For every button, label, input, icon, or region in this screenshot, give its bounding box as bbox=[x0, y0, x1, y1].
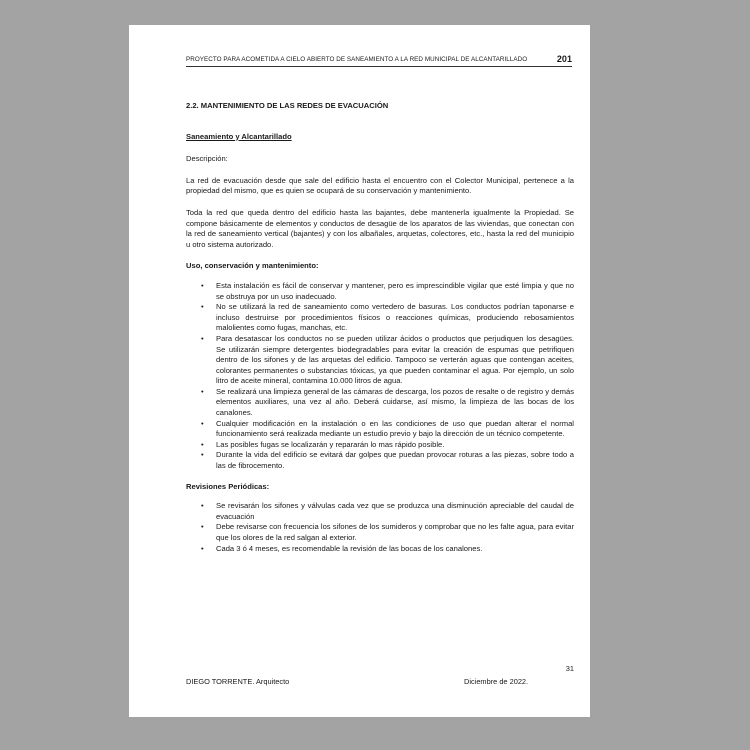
list-item-text: Se revisarán los sifones y válvulas cada vez que se produzca una disminución apreciable del caudal de evacuación bbox=[216, 501, 574, 521]
uso-title: Uso, conservación y mantenimiento: bbox=[186, 261, 319, 271]
footer-author: DIEGO TORRENTE. Arquitecto bbox=[186, 677, 290, 686]
list-item-text: Cualquier modificación en la instalación o en las condiciones de uso que puedan alterar el normal funcionamiento será realizada mediante un estudio previo y bajo la dirección de un técnico competente. bbox=[216, 418, 574, 439]
list-item-text: No se utilizará la red de saneamiento como vertedero de basuras. Los conductos podrían taponarse e incluso destruirse por procedimientos físicos o reacciones químicas, produciendo rebosamientos malolientes como fugas, manchas, etc. bbox=[216, 302, 574, 333]
bullet-icon: • bbox=[201, 418, 204, 428]
section-title: 2.2. MANTENIMIENTO DE LAS REDES DE EVACUACIÓN bbox=[186, 101, 389, 110]
bullet-icon: • bbox=[201, 522, 204, 532]
bullet-icon: • bbox=[201, 450, 204, 460]
list-item-text: Debe revisarse con frecuencia los sifones de los sumideros y comprobar que no les falte agua, para evitar que los olores de la red salgan al exterior. bbox=[216, 522, 574, 542]
bullet-icon: • bbox=[201, 543, 204, 553]
revisiones-list bbox=[186, 501, 574, 554]
list-item-text: Las posibles fugas se localizarán y repararán lo mas rápido posible. bbox=[216, 439, 445, 449]
page-number: 31 bbox=[565, 664, 574, 673]
document-page bbox=[129, 25, 590, 717]
list-item-text: Cada 3 ó 4 meses, es recomendable la revisión de las bocas de los canalones. bbox=[216, 543, 483, 553]
footer-date: Diciembre de 2022. bbox=[464, 677, 529, 686]
list-item-text: Esta instalación es fácil de conservar y mantener, pero es imprescindible vigilar que esté limpia y que no se obstruya por un uso inadecuado. bbox=[216, 280, 574, 301]
list-item bbox=[186, 302, 574, 334]
list-item bbox=[186, 440, 574, 451]
revisiones-title: Revisiones Periódicas: bbox=[186, 481, 270, 491]
paragraph: Toda la red que queda dentro del edificio hasta las bajantes, debe mantenerla igualmente la Propiedad. Se compone básicamente de elementos y conductos de desagüe de los aparatos de las viviendas, que conectan con la red de saneamiento vertical (bajantes) y con los albañales, arquetas, colectores, etc., hasta la red del municipio u otro sistema autorizado. bbox=[186, 207, 574, 249]
list-item-text: Para desatascar los conductos no se pueden utilizar ácidos o productos que perjudiquen los desagües. Se utilizarán siempre detergentes biodegradables para evitar la creación de espumas que petrifiquen dentro de los sifones y de las arquetas del edificio. Tampoco se verterán aguas que contengan aceites, colorantes permanentes o substancias tóxicas, ya que pueden contaminar el agua. Por ejemplo, un solo litro de aceite mineral, contamina 10.000 litros de agua. bbox=[216, 333, 574, 386]
bullet-icon: • bbox=[201, 501, 204, 511]
uso-list bbox=[186, 281, 574, 472]
page-content bbox=[186, 101, 574, 564]
list-item bbox=[186, 419, 574, 440]
list-item bbox=[186, 281, 574, 302]
list-item bbox=[186, 450, 574, 471]
paragraph: La red de evacuación desde que sale del edificio hasta el encuentro con el Colector Municipal, pertenece a la propiedad del mismo, que es quien se ocupará de su conservación y mantenimiento. bbox=[186, 175, 574, 196]
bullet-icon: • bbox=[201, 333, 204, 343]
list-item bbox=[186, 334, 574, 387]
bullet-icon: • bbox=[201, 439, 204, 449]
bullet-icon: • bbox=[201, 280, 204, 290]
list-item-text: Durante la vida del edificio se evitará dar golpes que puedan provocar roturas a las piezas, sobre todo a las de fibrocemento. bbox=[216, 450, 574, 471]
list-item bbox=[186, 544, 574, 555]
description-label: Descripción: bbox=[186, 154, 228, 164]
list-item bbox=[186, 501, 574, 522]
subsection-title: Saneamiento y Alcantarillado bbox=[186, 131, 292, 141]
header-year: 201 bbox=[556, 54, 572, 64]
list-item bbox=[186, 522, 574, 543]
list-item bbox=[186, 387, 574, 419]
bullet-icon: • bbox=[201, 386, 204, 396]
header-title: PROYECTO PARA ACOMETIDA A CIELO ABIERTO DE SANEAMIENTO A LA RED MUNICIPAL DE ALCANTARILLADO bbox=[186, 56, 528, 63]
list-item-text: Se realizará una limpieza general de las cámaras de descarga, los pozos de resalte o de registro y demás elementos auxiliares, una vez al año. Deberá cuidarse, así mismo, la limpieza de las bocas de los canalones. bbox=[216, 386, 574, 418]
page-header bbox=[186, 56, 572, 67]
bullet-icon: • bbox=[201, 302, 204, 312]
